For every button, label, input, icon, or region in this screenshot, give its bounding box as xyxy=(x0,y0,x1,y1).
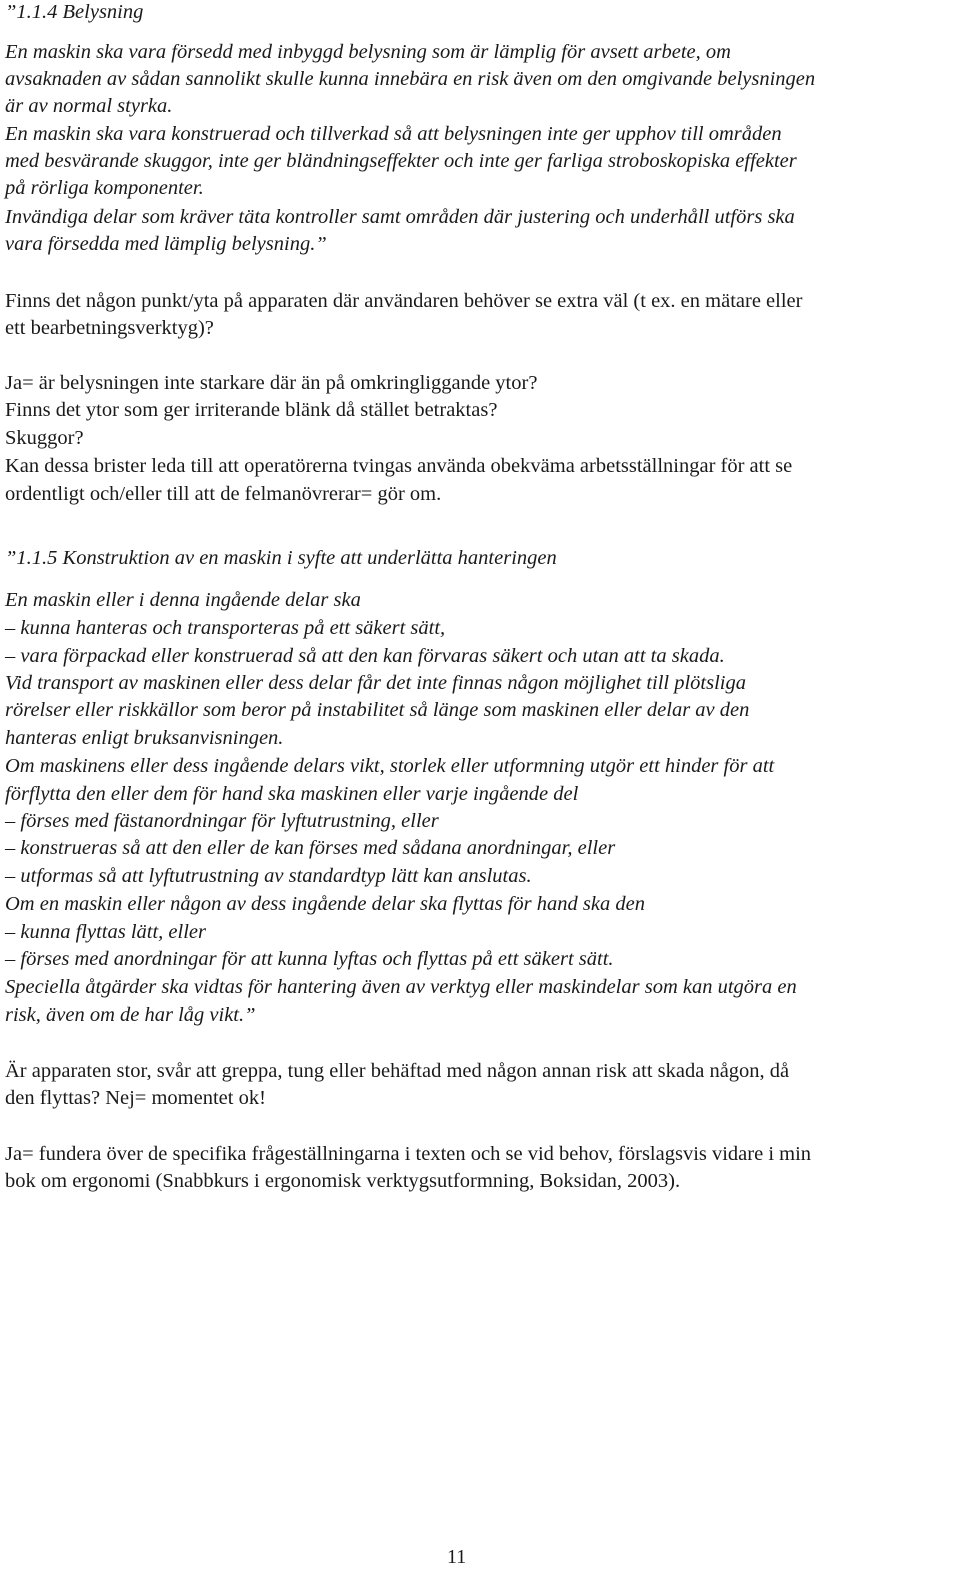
followup-line: Skuggor? xyxy=(5,427,84,449)
question-line: den flyttas? Nej= momentet ok! xyxy=(5,1087,266,1109)
followup-line: ordentligt och/eller till att de felmanövrerar= gör om. xyxy=(5,483,442,505)
followup-line: Ja= är belysningen inte starkare där än på omkringliggande ytor? xyxy=(5,372,538,394)
quote-line: Speciella åtgärder ska vidtas för hantering även av verktyg eller maskindelar som kan utgöra en xyxy=(5,976,797,998)
quote-line: Invändiga delar som kräver täta kontroller samt områden där justering och underhåll utförs ska xyxy=(5,206,795,228)
quote-line: förflytta den eller dem för hand ska maskinen eller varje ingående del xyxy=(5,783,579,805)
quote-line: En maskin eller i denna ingående delar ska xyxy=(5,589,361,611)
quote-line: – utformas så att lyftutrustning av standardtyp lätt kan anslutas. xyxy=(5,865,532,887)
quote-line: vara försedda med lämplig belysning.” xyxy=(5,233,327,255)
page-number: 11 xyxy=(447,1546,467,1568)
question-line: Finns det någon punkt/yta på apparaten där användaren behöver se extra väl (t ex. en mätare eller xyxy=(5,290,803,312)
question-line: Är apparaten stor, svår att greppa, tung eller behäftad med någon annan risk att skada någon, då xyxy=(5,1060,790,1082)
quote-line: – förses med fästanordningar för lyftutrustning, eller xyxy=(5,810,439,832)
quote-line: rörelser eller riskkällor som beror på instabilitet så länge som maskinen eller delar av den xyxy=(5,699,750,721)
quote-line: Vid transport av maskinen eller dess delar får det inte finnas någon möjlighet till plötsliga xyxy=(5,672,746,694)
quote-line: Om maskinens eller dess ingående delars vikt, storlek eller utformning utgör ett hinder för att xyxy=(5,755,775,777)
quote-line: på rörliga komponenter. xyxy=(5,177,204,199)
quote-line: En maskin ska vara konstruerad och tillverkad så att belysningen inte ger upphov till områden xyxy=(5,123,782,145)
quote-line: Om en maskin eller någon av dess ingående delar ska flyttas för hand ska den xyxy=(5,893,645,915)
advice-line: bok om ergonomi (Snabbkurs i ergonomisk verktygsutformning, Boksidan, 2003). xyxy=(5,1170,681,1192)
question-line: ett bearbetningsverktyg)? xyxy=(5,317,214,339)
section-heading-1-1-5: ”1.1.5 Konstruktion av en maskin i syfte att underlätta hanteringen xyxy=(5,547,557,569)
quote-line: med besvärande skuggor, inte ger bländningseffekter och inte ger farliga stroboskopiska effekter xyxy=(5,150,797,172)
followup-line: Kan dessa brister leda till att operatörerna tvingas använda obekväma arbetsställningar för att se xyxy=(5,455,793,477)
quote-line: avsaknaden av sådan sannolikt skulle kunna innebära en risk även om den omgivande belysningen xyxy=(5,68,816,90)
advice-line: Ja= fundera över de specifika frågeställningarna i texten och se vid behov, förslagsvis vidare i min xyxy=(5,1143,812,1165)
quote-line: – konstrueras så att den eller de kan förses med sådana anordningar, eller xyxy=(5,837,616,859)
followup-line: Finns det ytor som ger irriterande blänk då stället betraktas? xyxy=(5,399,498,421)
quote-line: – kunna flyttas lätt, eller xyxy=(5,921,206,943)
quote-line: En maskin ska vara försedd med inbyggd belysning som är lämplig för avsett arbete, om xyxy=(5,41,731,63)
quote-line: – vara förpackad eller konstruerad så att den kan förvaras säkert och utan att ta skada. xyxy=(5,645,725,667)
quote-line: – kunna hanteras och transporteras på ett säkert sätt, xyxy=(5,617,446,639)
quote-line: risk, även om de har låg vikt.” xyxy=(5,1004,256,1026)
quote-line: är av normal styrka. xyxy=(5,95,173,117)
quote-line: hanteras enligt bruksanvisningen. xyxy=(5,727,284,749)
quote-line: – förses med anordningar för att kunna lyftas och flyttas på ett säkert sätt. xyxy=(5,948,614,970)
section-heading-1-1-4: ”1.1.4 Belysning xyxy=(5,1,144,23)
